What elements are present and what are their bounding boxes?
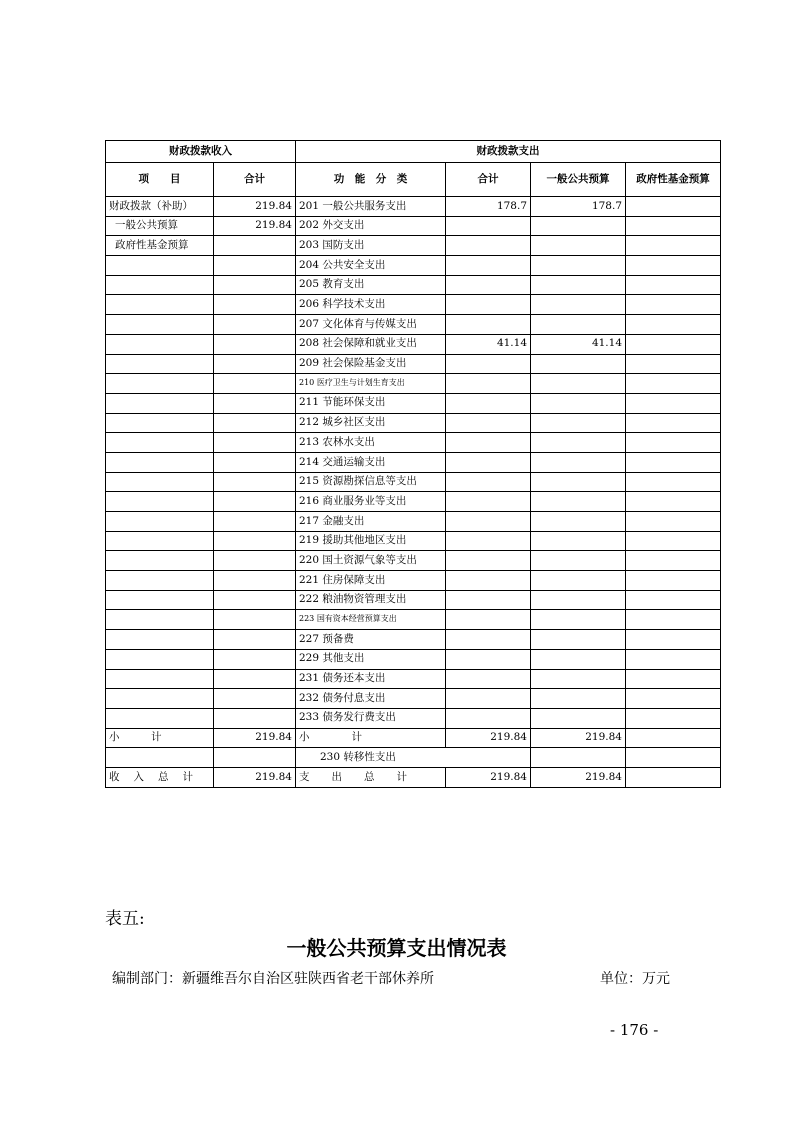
income-label-cell [106, 354, 214, 374]
income-label-cell [106, 315, 214, 335]
grand-total-income-value: 219.84 [214, 767, 296, 787]
table-row [106, 551, 721, 571]
expense-general-cell [531, 689, 626, 709]
expense-total-cell [446, 649, 531, 669]
section-header-row [106, 141, 721, 163]
income-value-cell [214, 669, 296, 689]
expense-general-cell [531, 512, 626, 532]
expense-general-cell [531, 669, 626, 689]
expense-general-cell [531, 452, 626, 472]
transfer-blank-4 [626, 748, 721, 768]
expense-label-cell: 205 教育支出 [296, 275, 446, 295]
expense-fund-cell [626, 452, 721, 472]
table-row [106, 334, 721, 354]
table-row [106, 393, 721, 413]
table-row [106, 610, 721, 630]
table-row [106, 256, 721, 276]
subtotal-income-value: 219.84 [214, 728, 296, 748]
transfer-row [106, 748, 721, 768]
expense-label-cell: 219 援助其他地区支出 [296, 531, 446, 551]
header-fund-budget: 政府性基金预算 [626, 163, 721, 197]
expense-fund-cell [626, 295, 721, 315]
header-total-expense: 合计 [446, 163, 531, 197]
expense-general-cell [531, 216, 626, 236]
subtotal-total: 219.84 [446, 728, 531, 748]
income-label-cell [106, 708, 214, 728]
expense-general-cell [531, 649, 626, 669]
table-five-label: 表五: [105, 909, 145, 929]
income-label-cell [106, 433, 214, 453]
income-label-cell [106, 492, 214, 512]
expense-total-cell [446, 689, 531, 709]
expense-label-cell: 206 科学技术支出 [296, 295, 446, 315]
grand-total-income-label: 收入总计 [106, 767, 214, 787]
income-value-cell [214, 571, 296, 591]
expense-general-cell [531, 531, 626, 551]
expense-general-cell [531, 354, 626, 374]
grand-total-row [106, 767, 721, 787]
expense-general-cell [531, 236, 626, 256]
expense-total-cell [446, 374, 531, 394]
income-value-cell [214, 236, 296, 256]
expense-general-cell [531, 708, 626, 728]
transfer-blank-1 [106, 748, 214, 768]
income-value-cell [214, 610, 296, 630]
expense-fund-cell [626, 669, 721, 689]
table-row [106, 433, 721, 453]
expense-total-cell [446, 216, 531, 236]
expense-general-cell [531, 393, 626, 413]
expense-total-cell [446, 551, 531, 571]
expense-total-cell [446, 630, 531, 650]
table-row [106, 374, 721, 394]
expense-general-cell [531, 295, 626, 315]
expense-label-cell: 214 交通运输支出 [296, 452, 446, 472]
expense-label-cell: 229 其他支出 [296, 649, 446, 669]
table-row [106, 669, 721, 689]
expense-general-cell [531, 275, 626, 295]
income-value-cell [214, 315, 296, 335]
expense-label-cell: 217 金融支出 [296, 512, 446, 532]
expense-general-cell [531, 630, 626, 650]
expense-label-cell: 212 城乡社区支出 [296, 413, 446, 433]
expense-label-cell: 204 公共安全支出 [296, 256, 446, 276]
expense-label-cell: 231 债务还本支出 [296, 669, 446, 689]
income-value-cell [214, 512, 296, 532]
income-label-cell [106, 669, 214, 689]
expense-fund-cell [626, 571, 721, 591]
expense-fund-cell [626, 492, 721, 512]
table-row [106, 197, 721, 217]
table-row [106, 649, 721, 669]
expense-fund-cell [626, 197, 721, 217]
expense-label-cell: 202 外交支出 [296, 216, 446, 236]
budget-table [105, 140, 721, 788]
income-label-cell [106, 393, 214, 413]
income-label-cell [106, 610, 214, 630]
income-label-cell [106, 590, 214, 610]
expense-label-cell: 215 资源勘探信息等支出 [296, 472, 446, 492]
expense-general-cell [531, 472, 626, 492]
expense-total-cell [446, 708, 531, 728]
table-row [106, 630, 721, 650]
income-value-cell [214, 551, 296, 571]
next-table-title: 一般公共预算支出情况表 [286, 936, 507, 960]
expense-fund-cell [626, 334, 721, 354]
subtotal-fund [626, 728, 721, 748]
table-row [106, 512, 721, 532]
expense-total-cell: 41.14 [446, 334, 531, 354]
expense-total-cell [446, 610, 531, 630]
expense-fund-cell [626, 256, 721, 276]
expense-fund-cell [626, 433, 721, 453]
table-row [106, 492, 721, 512]
expense-general-cell [531, 256, 626, 276]
expense-total-cell [446, 354, 531, 374]
table-row [106, 689, 721, 709]
income-value-cell [214, 393, 296, 413]
expense-fund-cell [626, 649, 721, 669]
expense-label-cell: 201 一般公共服务支出 [296, 197, 446, 217]
income-label-cell [106, 472, 214, 492]
income-label-cell [106, 571, 214, 591]
income-value-cell [214, 354, 296, 374]
income-label-cell [106, 551, 214, 571]
income-label-cell: 一般公共预算 [106, 216, 214, 236]
grand-total-expense-label: 支出总计 [296, 767, 446, 787]
expense-general-cell [531, 492, 626, 512]
expense-fund-cell [626, 472, 721, 492]
income-label-cell [106, 630, 214, 650]
expense-general-cell [531, 433, 626, 453]
expense-total-cell [446, 393, 531, 413]
expense-total-cell [446, 275, 531, 295]
expense-total-cell [446, 256, 531, 276]
header-total-income: 合计 [214, 163, 296, 197]
column-header-row [106, 163, 721, 197]
expense-label-cell: 211 节能环保支出 [296, 393, 446, 413]
expense-fund-cell [626, 216, 721, 236]
table-row [106, 216, 721, 236]
income-value-cell [214, 630, 296, 650]
income-value-cell: 219.84 [214, 197, 296, 217]
expense-total-cell [446, 472, 531, 492]
expense-label-cell: 232 债务付息支出 [296, 689, 446, 709]
grand-total-total: 219.84 [446, 767, 531, 787]
expense-section-header: 财政拨款支出 [296, 141, 721, 163]
income-label-cell [106, 413, 214, 433]
expense-general-cell [531, 551, 626, 571]
income-label-cell: 财政拨款（补助） [106, 197, 214, 217]
expense-total-cell: 178.7 [446, 197, 531, 217]
page-number: - 176 - [610, 1021, 659, 1039]
income-value-cell [214, 334, 296, 354]
expense-label-cell: 223 国有资本经营预算支出 [296, 610, 446, 630]
income-value-cell [214, 452, 296, 472]
table-row [106, 315, 721, 335]
expense-general-cell [531, 610, 626, 630]
expense-label-cell: 210 医疗卫生与计划生育支出 [296, 374, 446, 394]
table-row [106, 452, 721, 472]
expense-general-cell: 178.7 [531, 197, 626, 217]
income-value-cell [214, 374, 296, 394]
expense-fund-cell [626, 551, 721, 571]
income-label-cell [106, 374, 214, 394]
expense-general-cell [531, 413, 626, 433]
table-row [106, 472, 721, 492]
expense-fund-cell [626, 354, 721, 374]
expense-label-cell: 222 粮油物资管理支出 [296, 590, 446, 610]
income-label-cell [106, 275, 214, 295]
income-value-cell [214, 531, 296, 551]
expense-total-cell [446, 315, 531, 335]
expense-fund-cell [626, 708, 721, 728]
expense-total-cell [446, 590, 531, 610]
expense-general-cell: 41.14 [531, 334, 626, 354]
table-row [106, 236, 721, 256]
income-value-cell [214, 649, 296, 669]
expense-label-cell: 207 文化体育与传媒支出 [296, 315, 446, 335]
subtotal-row [106, 728, 721, 748]
grand-total-fund [626, 767, 721, 787]
expense-total-cell [446, 531, 531, 551]
table-row [106, 413, 721, 433]
table-row [106, 295, 721, 315]
income-label-cell [106, 452, 214, 472]
expense-total-cell [446, 512, 531, 532]
expense-total-cell [446, 669, 531, 689]
table-row [106, 275, 721, 295]
table-row [106, 354, 721, 374]
table-row [106, 708, 721, 728]
expense-label-cell: 209 社会保险基金支出 [296, 354, 446, 374]
expense-fund-cell [626, 630, 721, 650]
income-value-cell [214, 433, 296, 453]
expense-fund-cell [626, 413, 721, 433]
income-label-cell [106, 512, 214, 532]
income-label-cell [106, 295, 214, 315]
expense-total-cell [446, 413, 531, 433]
income-value-cell [214, 413, 296, 433]
expense-fund-cell [626, 610, 721, 630]
grand-total-general: 219.84 [531, 767, 626, 787]
expense-general-cell [531, 571, 626, 591]
expense-fund-cell [626, 374, 721, 394]
subtotal-general: 219.84 [531, 728, 626, 748]
income-value-cell [214, 275, 296, 295]
income-label-cell [106, 689, 214, 709]
header-general-budget: 一般公共预算 [531, 163, 626, 197]
income-label-cell [106, 334, 214, 354]
expense-total-cell [446, 452, 531, 472]
subtotal-expense-label: 小 计 [296, 728, 446, 748]
expense-total-cell [446, 236, 531, 256]
expense-label-cell: 216 商业服务业等支出 [296, 492, 446, 512]
expense-general-cell [531, 374, 626, 394]
expense-fund-cell [626, 393, 721, 413]
transfer-label: 230 转移性支出 [296, 748, 531, 768]
table-row [106, 590, 721, 610]
income-value-cell [214, 256, 296, 276]
income-value-cell [214, 295, 296, 315]
income-value-cell [214, 689, 296, 709]
income-value-cell [214, 708, 296, 728]
expense-fund-cell [626, 315, 721, 335]
expense-label-cell: 208 社会保障和就业支出 [296, 334, 446, 354]
income-value-cell: 219.84 [214, 216, 296, 236]
expense-total-cell [446, 492, 531, 512]
expense-label-cell: 233 债务发行费支出 [296, 708, 446, 728]
income-section-header: 财政拨款收入 [106, 141, 296, 163]
expense-label-cell: 203 国防支出 [296, 236, 446, 256]
income-label-cell [106, 256, 214, 276]
expense-label-cell: 213 农林水支出 [296, 433, 446, 453]
subtotal-income-label: 小 计 [106, 728, 214, 748]
income-value-cell [214, 472, 296, 492]
expense-fund-cell [626, 531, 721, 551]
transfer-blank-3 [531, 748, 626, 768]
expense-fund-cell [626, 512, 721, 532]
expense-label-cell: 227 预备费 [296, 630, 446, 650]
transfer-blank-2 [214, 748, 296, 768]
expense-fund-cell [626, 236, 721, 256]
expense-label-cell: 220 国土资源气象等支出 [296, 551, 446, 571]
expense-fund-cell [626, 590, 721, 610]
dept-label: 编制部门：新疆维吾尔自治区驻陕西省老干部休养所 [112, 971, 434, 987]
table-row [106, 531, 721, 551]
expense-label-cell: 221 住房保障支出 [296, 571, 446, 591]
expense-fund-cell [626, 275, 721, 295]
income-label-cell [106, 531, 214, 551]
expense-fund-cell [626, 689, 721, 709]
unit-label: 单位：万元 [600, 971, 670, 987]
income-value-cell [214, 492, 296, 512]
expense-total-cell [446, 295, 531, 315]
expense-general-cell [531, 315, 626, 335]
header-func-class: 功 能 分 类 [296, 163, 446, 197]
expense-general-cell [531, 590, 626, 610]
income-label-cell: 政府性基金预算 [106, 236, 214, 256]
expense-total-cell [446, 433, 531, 453]
header-item: 项 目 [106, 163, 214, 197]
table-row [106, 571, 721, 591]
income-value-cell [214, 590, 296, 610]
expense-total-cell [446, 571, 531, 591]
income-label-cell [106, 649, 214, 669]
